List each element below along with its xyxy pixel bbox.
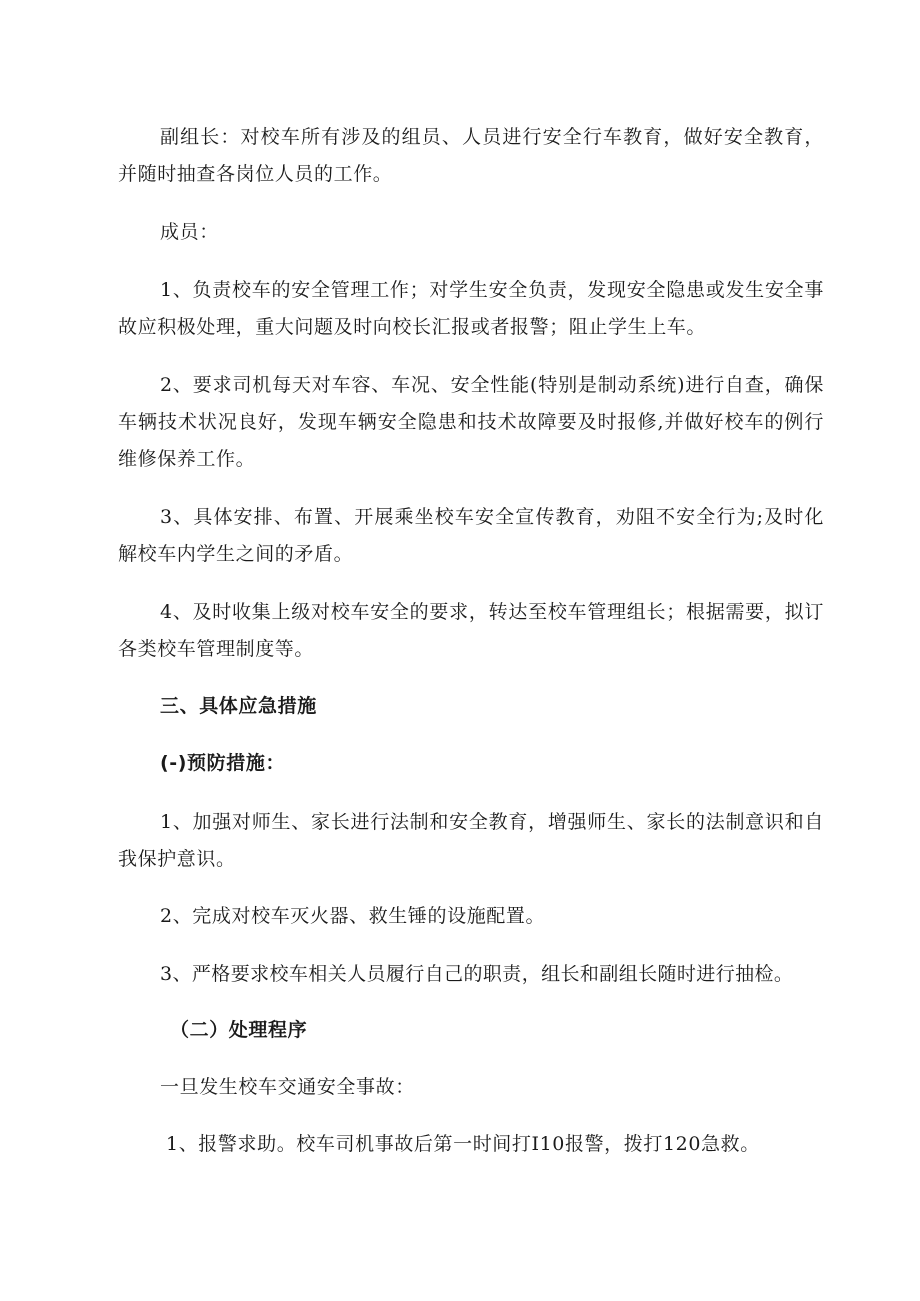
paragraph-duty-2: 2、要求司机每天对车容、车况、安全性能(特别是制动系统)进行自查，确保车辆技术状况良好，发现车辆安全隐患和技术故障要及时报修,并做好校车的例行维修保养工作。 <box>118 374 824 470</box>
prevention-item-3: 3、严格要求校车相关人员履行自己的职责，组长和副组长随时进行抽检。 <box>160 963 794 985</box>
subsection-heading-procedure: （二）处理程序 <box>170 1019 308 1041</box>
subsection-heading-prevention: (-)预防措施： <box>160 752 286 774</box>
prevention-item-1: 1、加强对师生、家长进行法制和安全教育，增强师生、家长的法制意识和自我保护意识。 <box>118 811 824 870</box>
prevention-item-2: 2、完成对校车灭火器、救生锤的设施配置。 <box>160 905 546 927</box>
paragraph-duty-1: 1、负责校车的安全管理工作；对学生安全负责，发现安全隐患或发生安全事故应积极处理，重大问题及时向校长汇报或者报警；阻止学生上车。 <box>118 279 824 338</box>
paragraph-vice-leader: 副组长：对校车所有涉及的组员、人员进行安全行车教育，做好安全教育，并随时抽查各岗位人员的工作。 <box>118 126 824 185</box>
paragraph-members-label: 成员： <box>160 221 219 243</box>
procedure-intro: 一旦发生校车交通安全事故： <box>160 1076 415 1098</box>
paragraph-duty-3: 3、具体安排、布置、开展乘坐校车安全宣传教育，劝阻不安全行为;及时化解校车内学生之间的矛盾。 <box>118 506 824 565</box>
procedure-item-1: 1、报警求助。校车司机事故后第一时间打I10报警，拨打120急救。 <box>166 1133 760 1155</box>
paragraph-duty-4: 4、及时收集上级对校车安全的要求，转达至校车管理组长；根据需要，拟订各类校车管理制度等。 <box>118 601 824 660</box>
section-heading-emergency-measures: 三、具体应急措施 <box>160 695 317 717</box>
